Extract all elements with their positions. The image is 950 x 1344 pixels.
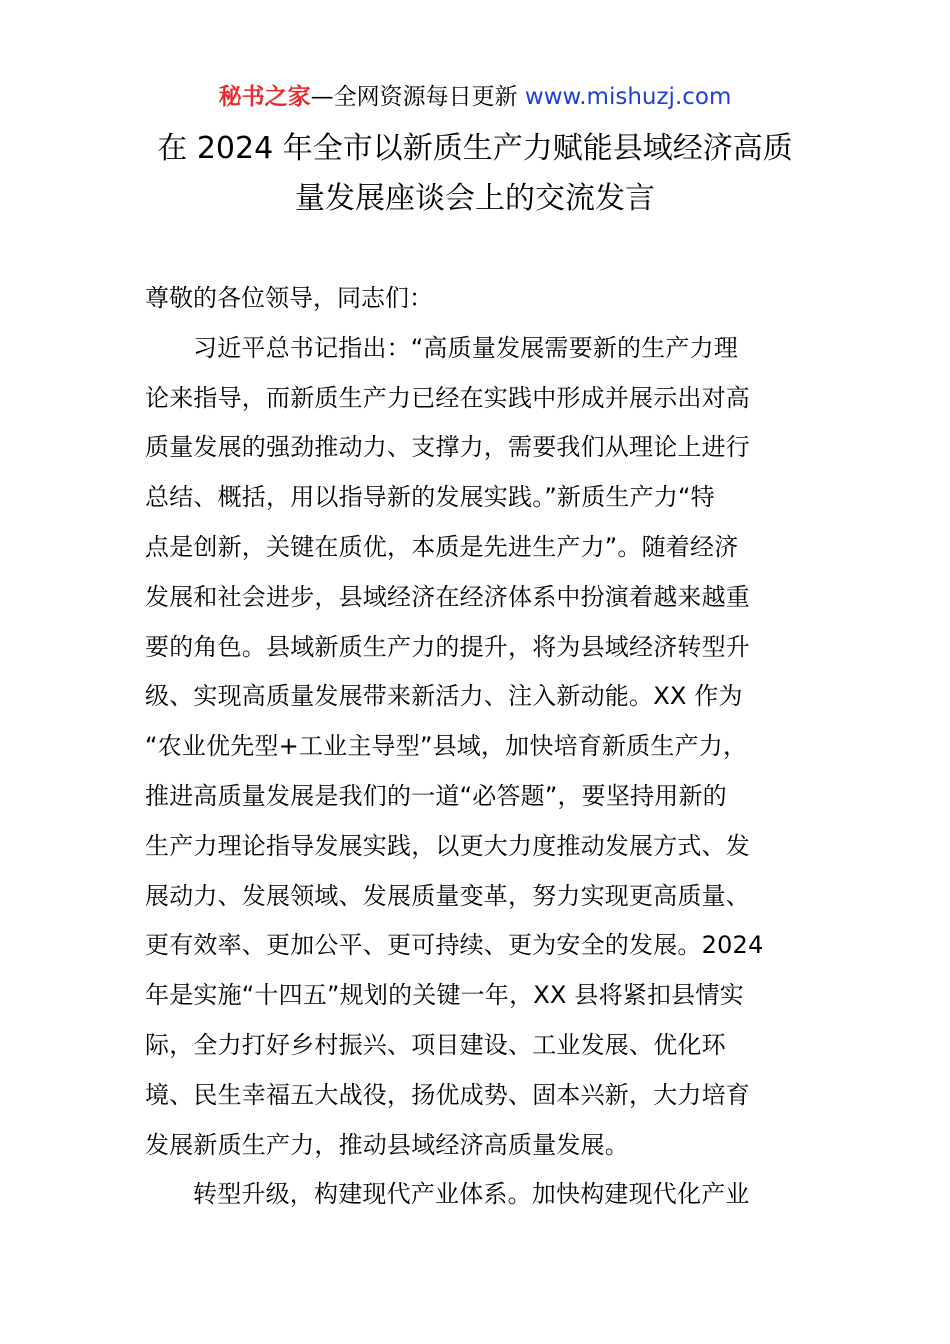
paragraph-1 — [145, 324, 815, 1171]
text-line: 更有效率、更加公平、更可持续、更为安全的发展。2024 — [145, 931, 764, 960]
text-line: “农业优先型+工业主导型”县域，加快培育新质生产力， — [145, 732, 748, 761]
document-body — [145, 274, 815, 1220]
text-line: 年是实施“十四五”规划的关键一年，XX 县将紧扣县情实 — [145, 981, 744, 1010]
text-line: 习近平总书记指出：“高质量发展需要新的生产力理 — [193, 333, 739, 362]
text-line: 级、实现高质量发展带来新活力、注入新动能。XX 作为 — [145, 682, 743, 711]
text-line: 际，全力打好乡村振兴、项目建设、工业发展、优化环 — [145, 1030, 726, 1059]
text-line: 发展新质生产力，推动县域经济高质量发展。 — [145, 1130, 629, 1159]
text-line: 发展和社会进步，县域经济在经济体系中扮演着越来越重 — [145, 582, 750, 611]
text-line: 转型升级，构建现代产业体系。加快构建现代化产业 — [193, 1180, 750, 1209]
site-header — [0, 80, 950, 114]
header-tagline: —全网资源每日更新 — [310, 84, 525, 110]
text-line: 推进高质量发展是我们的一道“必答题”，要坚持用新的 — [145, 781, 727, 810]
text-line: 论来指导，而新质生产力已经在实践中形成并展示出对高 — [145, 383, 750, 412]
text-line: 生产力理论指导发展实践，以更大力度推动发展方式、发 — [145, 831, 750, 860]
title-line-2: 量发展座谈会上的交流发言 — [295, 181, 655, 216]
text-line: 境、民生幸福五大战役，扬优成势、固本兴新，大力培育 — [145, 1080, 750, 1109]
text-line: 点是创新，关键在质优，本质是先进生产力”。随着经济 — [145, 532, 739, 561]
text-line: 展动力、发展领域、发展质量变革，努力实现更高质量、 — [145, 881, 750, 910]
title-line-1: 在 2024 年全市以新质生产力赋能县域经济高质 — [157, 131, 793, 166]
greeting-line: 尊敬的各位领导，同志们： — [145, 284, 433, 312]
brand-name: 秘书之家 — [218, 84, 311, 110]
site-url-link[interactable]: www.mishuzj.com — [524, 84, 732, 110]
text-line: 要的角色。县域新质生产力的提升，将为县域经济转型升 — [145, 632, 750, 661]
paragraph-2 — [145, 1170, 815, 1220]
document-title — [120, 124, 830, 224]
text-line: 总结、概括，用以指导新的发展实践。”新质生产力“特 — [145, 483, 715, 512]
text-line: 质量发展的强劲推动力、支撑力，需要我们从理论上进行 — [145, 433, 750, 462]
